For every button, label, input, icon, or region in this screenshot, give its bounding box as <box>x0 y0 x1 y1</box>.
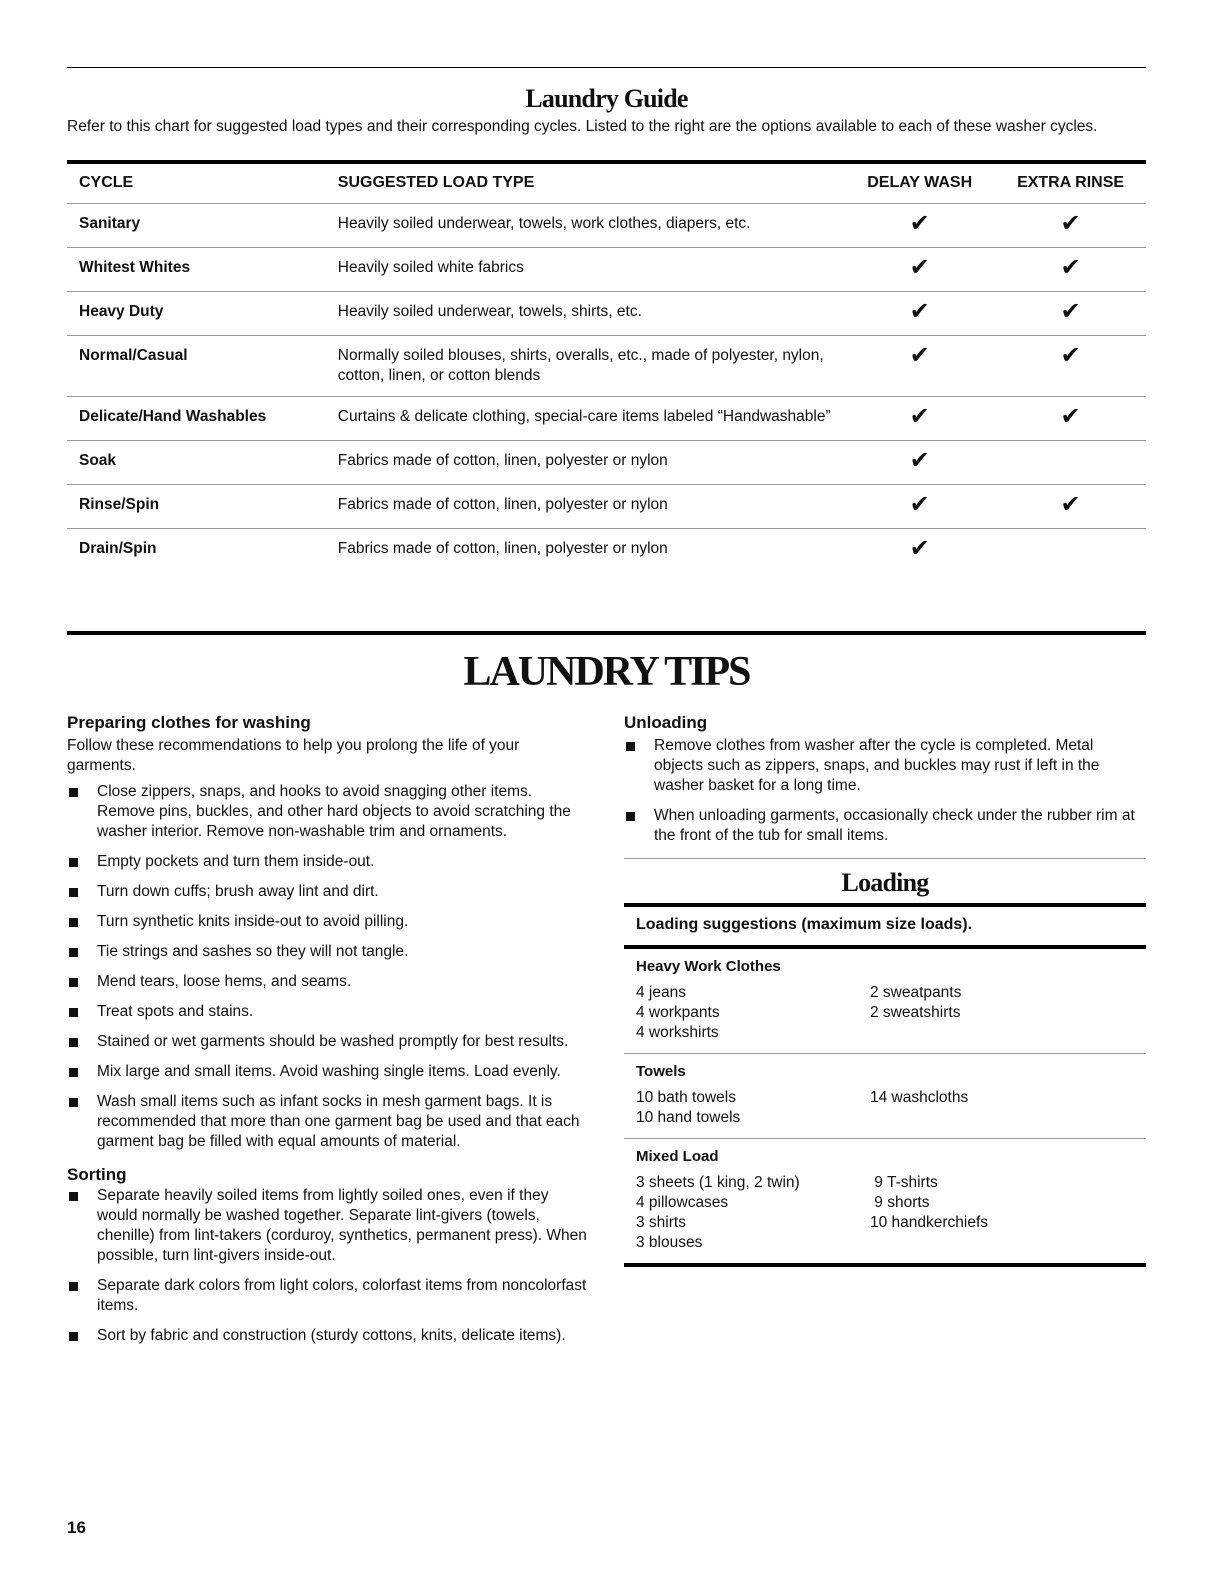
extra-rinse-cell <box>995 485 1146 529</box>
table-row <box>67 248 1146 292</box>
delay-wash-cell <box>844 248 995 292</box>
list-item-text: Turn synthetic knits inside-out to avoid pilling. <box>97 913 409 930</box>
list-item-text: Empty pockets and turn them inside-out. <box>97 853 375 870</box>
laundry-tips-title: LAUNDRY TIPS <box>463 649 750 695</box>
list-item-text: Separate dark colors from light colors, colorfast items from noncolorfast items. <box>97 1277 587 1314</box>
table-row <box>67 485 1146 529</box>
loading-group-items <box>636 1088 1134 1128</box>
loading-group-name: Mixed Load <box>636 1148 719 1165</box>
check-icon: ✔ <box>909 491 930 518</box>
table-row <box>67 336 1146 397</box>
check-icon: ✔ <box>909 210 930 237</box>
loading-item: 9 T-shirts <box>870 1174 938 1191</box>
unloading-list <box>624 736 1146 846</box>
load-type: Curtains & delicate clothing, special-care items labeled “Handwashable” <box>326 397 844 441</box>
list-item <box>67 852 587 872</box>
list-item-text: When unloading garments, occasionally check under the rubber rim at the front of the tub for small items. <box>654 807 1135 844</box>
check-icon: ✔ <box>909 403 930 430</box>
bullet-square-icon <box>69 1332 78 1341</box>
loading-title: Loading <box>841 868 929 897</box>
list-item <box>67 972 587 992</box>
extra-rinse-cell <box>995 248 1146 292</box>
loading-item: 3 shirts <box>636 1214 686 1231</box>
loading-group <box>624 1054 1146 1139</box>
unloading-divider <box>624 858 1146 859</box>
check-icon: ✔ <box>1060 342 1081 369</box>
cycle-name: Whitest Whites <box>67 248 326 292</box>
list-item <box>67 1062 587 1082</box>
check-icon: ✔ <box>909 342 930 369</box>
load-type: Fabrics made of cotton, linen, polyester or nylon <box>337 540 668 557</box>
list-item <box>624 736 1146 796</box>
bullet-square-icon <box>69 1068 78 1077</box>
bullet-square-icon <box>69 978 78 987</box>
loading-col-1 <box>636 1088 870 1128</box>
table-row <box>67 441 1146 485</box>
cycle-name: Rinse/Spin <box>67 485 326 529</box>
header-load-type: SUGGESTED LOAD TYPE <box>326 163 844 204</box>
header-extra-rinse: EXTRA RINSE <box>995 163 1146 204</box>
list-item <box>67 782 587 842</box>
loading-group <box>624 1139 1146 1263</box>
list-item-text: Separate heavily soiled items from lightly soiled ones, even if they would normally be washed together. Separate lint-givers (towels, chenille) from lint-takers (corduroy, synthetics, permanent press). When possible, turn lint-givers inside-out. <box>97 1187 587 1264</box>
bullet-square-icon <box>69 888 78 897</box>
list-item-text: Wash small items such as infant socks in mesh garment bags. It is recommended that more than one garment bag be used and that each garment bag be filled with equal amounts of material. <box>97 1093 580 1150</box>
table-header-row <box>67 163 1146 204</box>
check-icon: ✔ <box>1060 403 1081 430</box>
bullet-square-icon <box>69 1038 78 1047</box>
loading-col-1 <box>636 983 870 1043</box>
bullet-square-icon <box>69 1192 78 1201</box>
loading-bottom-rule <box>624 1263 1146 1267</box>
extra-rinse-cell <box>995 292 1146 336</box>
bullet-square-icon <box>69 858 78 867</box>
loading-item: 2 sweatpants <box>870 984 962 1001</box>
load-type: Fabrics made of cotton, linen, polyester or nylon <box>326 485 844 529</box>
list-item-text: Stained or wet garments should be washed promptly for best results. <box>97 1033 569 1050</box>
list-item-text: Close zippers, snaps, and hooks to avoid snagging other items. Remove pins, buckles, and other hard objects to avoid scratching the washer interior. Remove non-washable trim and ornaments. <box>97 783 571 840</box>
list-item <box>624 806 1146 846</box>
check-icon: ✔ <box>909 298 930 325</box>
list-item-text: Sort by fabric and construction (sturdy cottons, knits, delicate items). <box>97 1327 566 1344</box>
loading-col-2 <box>870 983 1130 1043</box>
page-number: 16 <box>67 1518 86 1537</box>
bullet-square-icon <box>69 1282 78 1291</box>
extra-rinse-cell <box>995 336 1146 397</box>
loading-col-1 <box>636 1173 870 1253</box>
loading-item: 4 workshirts <box>636 1024 719 1041</box>
extra-rinse-cell <box>995 397 1146 441</box>
delay-wash-cell <box>844 204 995 248</box>
list-item-text: Treat spots and stains. <box>97 1003 254 1020</box>
loading-group-items <box>636 983 1134 1043</box>
table-row <box>67 204 1146 248</box>
check-icon: ✔ <box>909 254 930 281</box>
cycle-name: Normal/Casual <box>67 336 326 397</box>
list-item <box>67 1002 587 1022</box>
delay-wash-cell <box>844 441 995 485</box>
loading-col-2 <box>870 1088 1130 1128</box>
preparing-heading: Preparing clothes for washing <box>67 713 311 732</box>
list-item <box>67 1032 587 1052</box>
load-type: Heavily soiled underwear, towels, shirts, etc. <box>326 292 844 336</box>
list-item-text: Turn down cuffs; brush away lint and dirt. <box>97 883 379 900</box>
list-item <box>67 1326 587 1346</box>
loading-group-name: Heavy Work Clothes <box>636 958 781 975</box>
loading-item: 4 workpants <box>636 1004 720 1021</box>
load-type: Fabrics made of cotton, linen, polyester or nylon <box>326 441 844 485</box>
bullet-square-icon <box>69 788 78 797</box>
check-icon: ✔ <box>909 535 930 562</box>
list-item <box>67 882 587 902</box>
loading-item: 9 shorts <box>870 1194 930 1211</box>
load-type: Heavily soiled white fabrics <box>326 248 844 292</box>
list-item-text: Tie strings and sashes so they will not tangle. <box>97 943 409 960</box>
preparing-lead: Follow these recommendations to help you prolong the life of your garments. <box>67 737 520 774</box>
header-delay-wash: DELAY WASH <box>844 163 995 204</box>
extra-rinse-cell <box>995 204 1146 248</box>
loading-item: 4 jeans <box>636 984 686 1001</box>
loading-group-items <box>636 1173 1134 1253</box>
extra-rinse-cell <box>995 529 1146 573</box>
list-item <box>67 1276 587 1316</box>
load-type: Normally soiled blouses, shirts, overalls, etc., made of polyester, nylon, cotton, linen, or cotton blends <box>326 336 844 397</box>
delay-wash-cell <box>844 485 995 529</box>
extra-rinse-cell <box>995 441 1146 485</box>
table-row <box>67 397 1146 441</box>
bullet-square-icon <box>69 918 78 927</box>
table-body <box>67 204 1146 573</box>
table-row <box>67 292 1146 336</box>
loading-col-2 <box>870 1173 1130 1253</box>
bullet-square-icon <box>69 948 78 957</box>
laundry-guide-title: Laundry Guide <box>525 84 688 113</box>
check-icon: ✔ <box>1060 210 1081 237</box>
bullet-square-icon <box>69 1098 78 1107</box>
loading-item: 10 handkerchiefs <box>870 1214 989 1231</box>
loading-item: 14 washcloths <box>870 1089 969 1106</box>
cycle-name: Heavy Duty <box>67 292 326 336</box>
list-item <box>67 1092 587 1152</box>
delay-wash-cell <box>844 397 995 441</box>
cycle-name: Delicate/Hand Washables <box>67 397 326 441</box>
check-icon: ✔ <box>1060 254 1081 281</box>
tips-top-rule <box>67 631 1146 635</box>
loading-item: 10 hand towels <box>636 1109 741 1126</box>
delay-wash-cell <box>844 292 995 336</box>
loading-group-name: Towels <box>636 1063 686 1080</box>
list-item <box>67 912 587 932</box>
preparing-list <box>67 782 587 1152</box>
sorting-list <box>67 1186 587 1346</box>
cycle-name: Soak <box>67 441 326 485</box>
list-item-text: Mend tears, loose hems, and seams. <box>97 973 352 990</box>
laundry-guide-table <box>67 163 1146 572</box>
header-cycle: CYCLE <box>67 163 326 204</box>
loading-subheading: Loading suggestions (maximum size loads). <box>636 916 973 933</box>
table-row <box>67 529 1146 573</box>
list-item <box>67 942 587 962</box>
loading-item: 4 pillowcases <box>636 1194 729 1211</box>
bullet-square-icon <box>626 742 635 751</box>
unloading-heading: Unloading <box>624 713 708 732</box>
laundry-guide-intro: Refer to this chart for suggested load types and their corresponding cycles. Listed to the right are the options available to each of these washer cycles. <box>67 118 1098 135</box>
cycle-name: Sanitary <box>67 204 326 248</box>
loading-item: 2 sweatshirts <box>870 1004 961 1021</box>
loading-group <box>624 949 1146 1054</box>
check-icon: ✔ <box>1060 298 1081 325</box>
tips-right-column <box>624 712 1146 1267</box>
check-icon: ✔ <box>1060 491 1081 518</box>
top-rule <box>67 67 1146 68</box>
tips-left-column <box>67 712 587 1346</box>
list-item-text: Mix large and small items. Avoid washing single items. Load evenly. <box>97 1063 561 1080</box>
load-type: Heavily soiled underwear, towels, work clothes, diapers, etc. <box>326 204 844 248</box>
cycle-name: Drain/Spin <box>79 540 157 557</box>
loading-item: 10 bath towels <box>636 1089 736 1106</box>
sorting-heading: Sorting <box>67 1165 127 1184</box>
manual-page <box>67 0 1146 1572</box>
delay-wash-cell <box>844 336 995 397</box>
check-icon: ✔ <box>909 447 930 474</box>
loading-item: 3 sheets (1 king, 2 twin) <box>636 1174 800 1191</box>
bullet-square-icon <box>69 1008 78 1017</box>
loading-item: 3 blouses <box>636 1234 703 1251</box>
loading-groups <box>624 949 1146 1263</box>
list-item <box>67 1186 587 1266</box>
bullet-square-icon <box>626 812 635 821</box>
delay-wash-cell <box>844 529 995 573</box>
list-item-text: Remove clothes from washer after the cycle is completed. Metal objects such as zippers, snaps, and buckles may rust if left in the washer basket for a long time. <box>654 737 1100 794</box>
